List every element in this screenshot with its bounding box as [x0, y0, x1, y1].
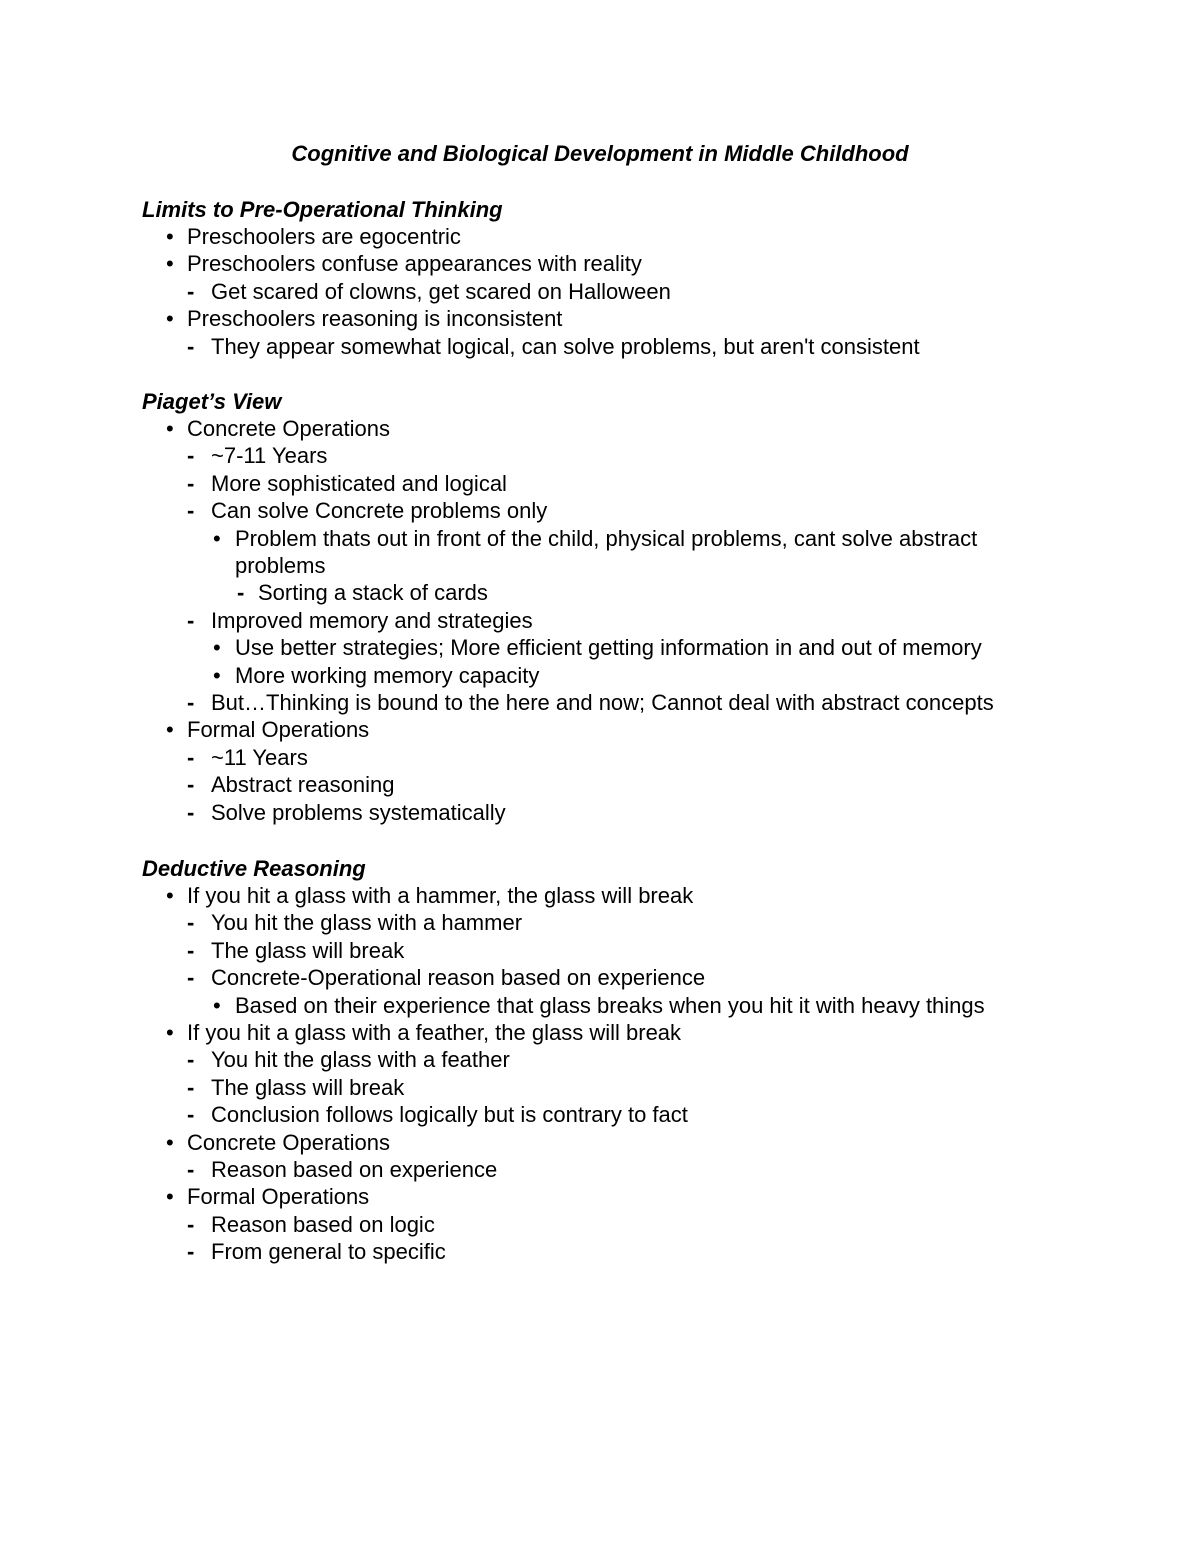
list-item: But…Thinking is bound to the here and now; Cannot deal with abstract concepts: [211, 690, 994, 715]
list-item: Based on their experience that glass breaks when you hit it with heavy things: [235, 992, 985, 1018]
list-item: Preschoolers are egocentric: [187, 224, 461, 249]
dash-icon: [187, 744, 207, 771]
bullet-icon: [213, 992, 233, 1019]
bullet-icon: [166, 1129, 186, 1156]
list-item: Get scared of clowns, get scared on Halloween: [211, 278, 671, 304]
list-item: ~11 Years: [211, 744, 308, 770]
list-item: ~7-11 Years: [211, 443, 328, 469]
list-item: Preschoolers confuse appearances with reality: [187, 251, 642, 277]
list-item: Concrete-Operational reason based on experience: [211, 965, 706, 991]
list-item: You hit the glass with a feather: [211, 1047, 510, 1073]
dash-icon: [187, 1074, 207, 1101]
document-title: Cognitive and Biological Development in Middle Childhood: [291, 141, 909, 166]
dash-icon: [187, 964, 207, 991]
list-item: More working memory capacity: [235, 662, 540, 688]
list-item: Reason based on logic: [211, 1211, 435, 1237]
bullet-icon: [166, 1019, 186, 1046]
bullet-icon: [166, 716, 186, 743]
dash-icon: [187, 333, 207, 360]
bullet-icon: [166, 250, 186, 277]
list-item: The glass will break: [211, 937, 405, 963]
list-item: Formal Operations: [187, 717, 370, 743]
list-item: The glass will break: [211, 1074, 405, 1100]
dash-icon: [187, 1156, 207, 1183]
dash-icon: [187, 1211, 207, 1238]
list-item: From general to specific: [211, 1239, 446, 1265]
list-item: Conclusion follows logically but is contrary to fact: [211, 1102, 688, 1128]
list-item: Can solve Concrete problems only: [211, 498, 548, 524]
dash-icon: [187, 497, 207, 524]
bullet-icon: [166, 882, 186, 909]
list-item: Solve problems systematically: [211, 799, 506, 825]
dash-icon: [187, 1101, 207, 1128]
dash-icon: [187, 909, 207, 936]
dash-icon: [187, 442, 207, 469]
list-item: problems: [235, 553, 326, 578]
dash-icon: [187, 689, 207, 716]
bullet-icon: [166, 223, 186, 250]
bullet-icon: [213, 662, 233, 689]
list-item: Improved memory and strategies: [211, 607, 533, 633]
dash-icon: [187, 470, 207, 497]
list-item: Use better strategies; More efficient getting information in and out of memory: [235, 635, 982, 661]
list-item: Abstract reasoning: [211, 772, 395, 798]
dash-icon: [187, 1046, 207, 1073]
list-item: If you hit a glass with a feather, the glass will break: [187, 1020, 682, 1045]
list-item: They appear somewhat logical, can solve problems, but aren't consistent: [211, 333, 920, 359]
list-item: Formal Operations: [187, 1184, 370, 1210]
dash-icon: [187, 1238, 207, 1265]
dash-icon: [187, 278, 207, 305]
dash-icon: [237, 579, 257, 606]
list-item: Concrete Operations: [187, 1129, 390, 1155]
dash-icon: [187, 607, 207, 634]
list-item: You hit the glass with a hammer: [211, 910, 523, 936]
bullet-icon: [166, 1183, 186, 1210]
dash-icon: [187, 799, 207, 826]
bullet-icon: [166, 305, 186, 332]
bullet-icon: [213, 525, 233, 552]
section-heading: Deductive Reasoning: [142, 856, 366, 881]
list-item: Reason based on experience: [211, 1157, 498, 1182]
dash-icon: [187, 937, 207, 964]
list-item: If you hit a glass with a hammer, the glass will break: [187, 883, 694, 908]
list-item: Concrete Operations: [187, 416, 390, 441]
list-item: Sorting a stack of cards: [258, 580, 488, 606]
section-heading: Piaget’s View: [142, 389, 282, 414]
list-item: More sophisticated and logical: [211, 470, 507, 496]
bullet-icon: [166, 415, 186, 442]
list-item: Preschoolers reasoning is inconsistent: [187, 306, 563, 332]
dash-icon: [187, 771, 207, 798]
section-heading: Limits to Pre-Operational Thinking: [142, 197, 503, 222]
list-item: Problem thats out in front of the child, physical problems, cant solve abstract: [235, 525, 978, 551]
bullet-icon: [213, 634, 233, 661]
